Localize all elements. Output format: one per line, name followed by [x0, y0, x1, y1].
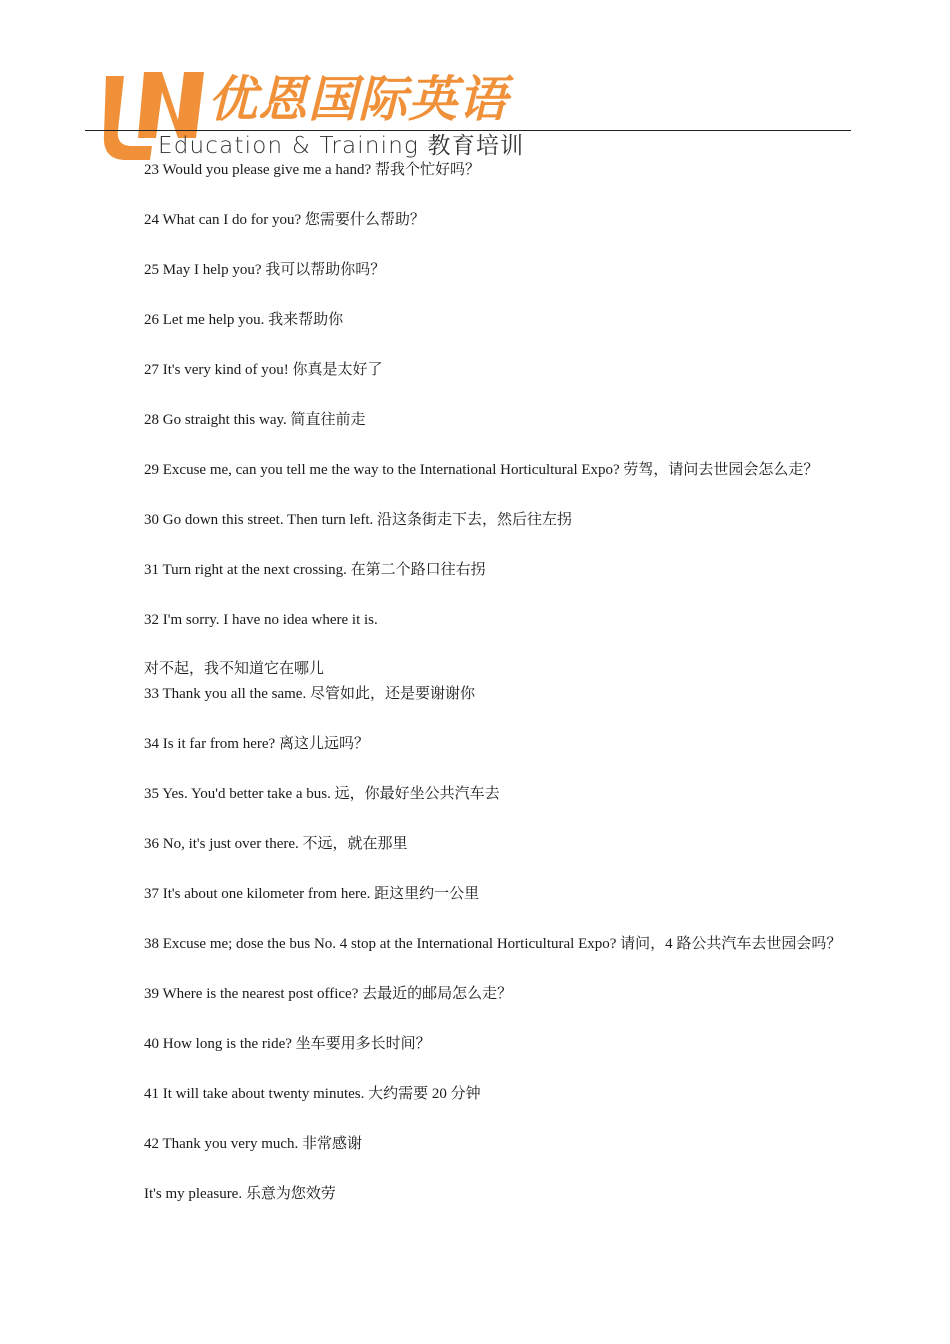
phrase-line: 38 Excuse me; dose the bus No. 4 stop at the International Horticultural Expo? 请问，4 路公共汽车去世园会吗？ — [144, 936, 842, 952]
phrase-line: 对不起，我不知道它在哪儿 — [144, 661, 325, 677]
phrase-line: 27 It's very kind of you! 你真是太好了 — [144, 362, 383, 378]
phrase-line: 28 Go straight this way. 简直往前走 — [144, 412, 366, 428]
phrase-line: 25 May I help you? 我可以帮助你吗？ — [144, 262, 386, 278]
phrase-line: 33 Thank you all the same. 尽管如此，还是要谢谢你 — [144, 686, 475, 702]
phrase-line: 32 I'm sorry. I have no idea where it is. — [144, 612, 378, 628]
phrase-line: 31 Turn right at the next crossing. 在第二个路口往右拐 — [144, 562, 486, 578]
phrase-line: 26 Let me help you. 我来帮助你 — [144, 312, 344, 328]
phrase-list — [144, 158, 854, 1207]
logo-letters: UN — [100, 68, 102, 69]
brand-tagline: Education & Training 教育培训 — [158, 133, 525, 159]
phrase-line: 36 No, it's just over there. 不远，就在那里 — [144, 836, 408, 852]
phrase-line: 34 Is it far from here? 离这儿远吗？ — [144, 736, 369, 752]
phrase-line: 35 Yes. You'd better take a bus. 远，你最好坐公共汽车去 — [144, 786, 500, 802]
phrase-line: 42 Thank you very much. 非常感谢 — [144, 1136, 363, 1152]
page-header — [0, 0, 950, 165]
phrase-line: 37 It's about one kilometer from here. 距这里约一公里 — [144, 886, 480, 902]
phrase-line: 41 It will take about twenty minutes. 大约需要 20 分钟 — [144, 1086, 481, 1102]
brand-name-chinese: 优恩国际英语 — [208, 71, 509, 128]
phrase-line: 23 Would you please give me a hand? 帮我个忙好吗？ — [144, 162, 480, 178]
phrase-line: It's my pleasure. 乐意为您效劳 — [144, 1186, 336, 1202]
phrase-line: 24 What can I do for you? 您需要什么帮助？ — [144, 212, 425, 228]
phrase-line: 30 Go down this street. Then turn left. 沿这条街走下去，然后往左拐 — [144, 512, 573, 528]
phrase-line: 40 How long is the ride? 坐车要用多长时间？ — [144, 1036, 431, 1052]
phrase-line: 39 Where is the nearest post office? 去最近的邮局怎么走？ — [144, 986, 513, 1002]
phrase-line: 29 Excuse me, can you tell me the way to the International Horticultural Expo? 劳驾，请问去世园会怎么走？ — [144, 462, 819, 478]
